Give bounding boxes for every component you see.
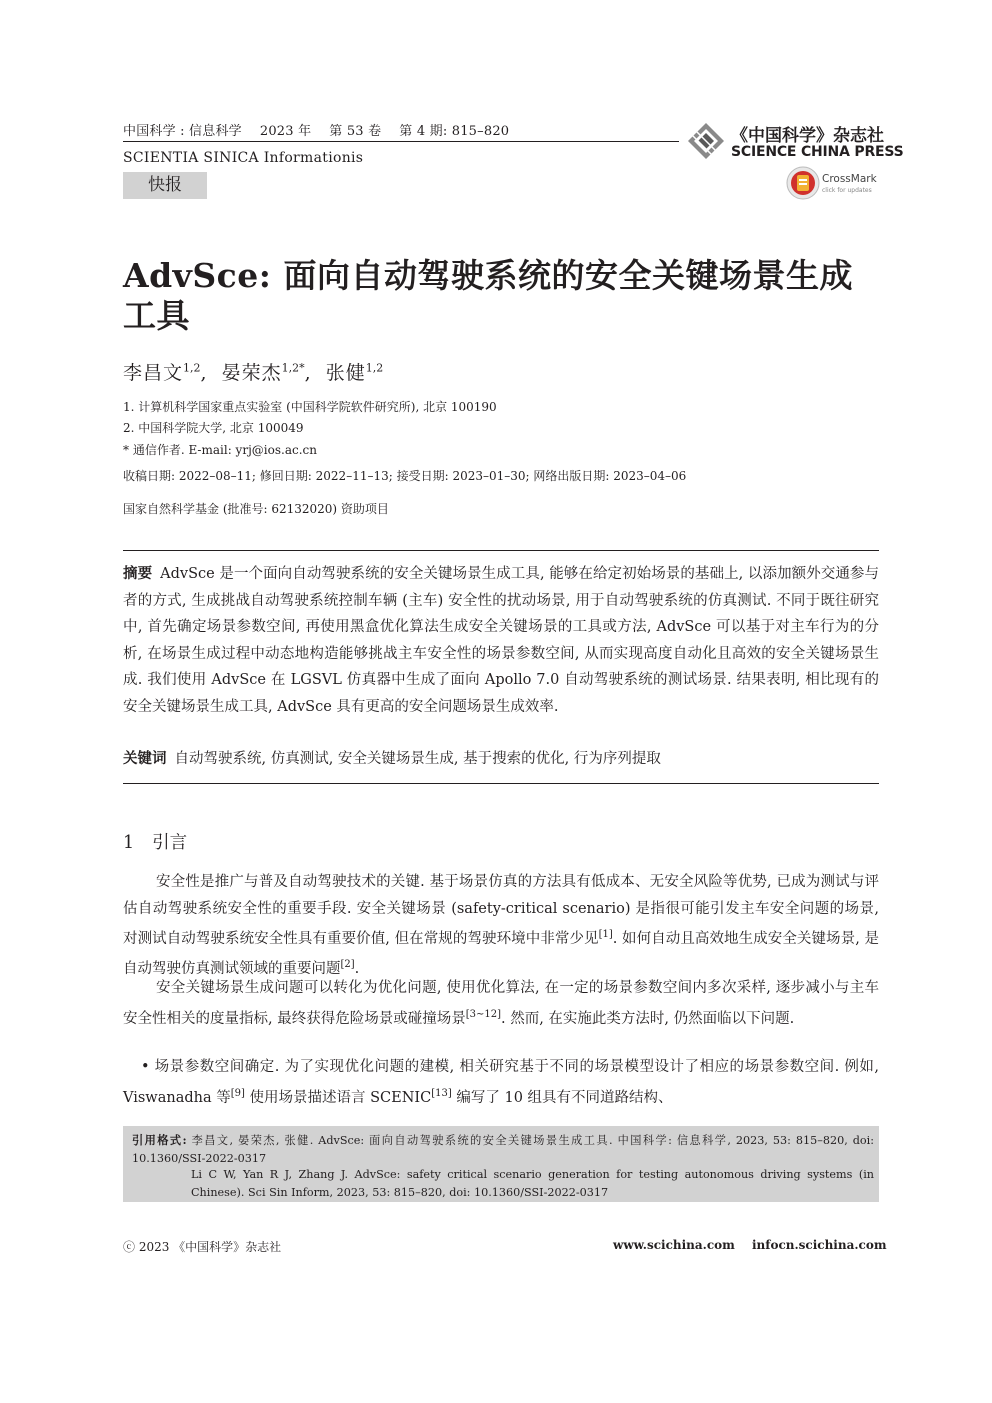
paragraph-text: • 场景参数空间确定. 为了实现优化问题的建模, 相关研究基于不同的场景模型设计了相应的场景参数空间. 例如, Viswanadha 等 bbox=[123, 1059, 879, 1106]
author-affiliation-mark: 1,2* bbox=[281, 361, 305, 375]
affiliation-2: 2. 中国科学院大学, 北京 100049 bbox=[123, 421, 304, 435]
citation-ref[interactable]: [9] bbox=[230, 1087, 245, 1099]
crossmark-icon[interactable] bbox=[786, 166, 820, 200]
journal-name-cn: 中国科学 : 信息科学 bbox=[123, 124, 242, 139]
journal-year: 2023 年 bbox=[259, 124, 312, 139]
abstract-top-rule bbox=[123, 550, 879, 551]
author-list: 李昌文$^{1,2}$, 晏荣杰$^{1,2*}$, 张健$^{1,2}$ bbox=[123, 361, 384, 384]
journal-header bbox=[123, 120, 527, 139]
paragraph-text: . bbox=[354, 961, 360, 978]
abstract-bottom-rule bbox=[123, 783, 879, 784]
article-dates: 收稿日期: 2022–08–11; 修回日期: 2022–11–13; 接受日期: 2023–01–30; 网络出版日期: 2023–04–06 bbox=[123, 469, 687, 483]
paragraph-text: 安全性是推广与普及自动驾驶技术的关键. 基于场景仿真的方法具有低成本、无安全风险等优势, 已成为测试与评估自动驾驶系统安全性的重要手段. 安全关键场景 (safety-critical scenario) 是指很可能引发主车安全问题的场景, 对测试自动驾驶系统安全性具有重要价值, 但在常规的驾驶环境中非常少见 bbox=[123, 874, 879, 947]
footer-link-scichina[interactable]: www.scichina.com bbox=[613, 1238, 735, 1252]
publisher-name-en: SCIENCE CHINA PRESS bbox=[731, 144, 904, 160]
citation-ref[interactable]: [3∼12] bbox=[465, 1008, 501, 1020]
paragraph-2 bbox=[123, 975, 879, 1032]
journal-name-en: SCIENTIA SINICA Informationis bbox=[123, 150, 364, 166]
paragraph-1 bbox=[123, 869, 879, 983]
affiliation-1: 1. 计算机科学国家重点实验室 (中国科学院软件研究所), 北京 100190 bbox=[123, 400, 497, 414]
author-affiliation-mark: 1,2 bbox=[365, 361, 384, 375]
citation-cn-text: 李昌文, 晏荣杰, 张健. AdvSce: 面向自动驾驶系统的安全关键场景生成工具. 中国科学: 信息科学, 2023, 53: 815–820, doi: 10.1360/SSI-2022-0317 bbox=[132, 1134, 874, 1165]
author-name: 晏荣杰 bbox=[221, 362, 282, 384]
abstract bbox=[123, 561, 879, 720]
publisher-logo-icon bbox=[686, 121, 726, 161]
paragraph-text: 编写了 10 组具有不同道路结构、 bbox=[451, 1089, 673, 1106]
corresponding-author: * 通信作者. E-mail: yrj@ios.ac.cn bbox=[123, 443, 317, 457]
citation-en: Li C W, Yan R J, Zhang J. AdvSce: safety critical scenario generation for testing autonomous driving systems (in Chinese). Sci Sin Inform, 2023, 53: 815–820, doi: 10.1360/SSI-2022-0317 bbox=[191, 1168, 874, 1199]
journal-volume: 第 53 卷 bbox=[329, 124, 382, 139]
article-type-badge: 快报 bbox=[123, 172, 207, 199]
paragraph-text: 安全关键场景生成问题可以转化为优化问题, 使用优化算法, 在一定的场景参数空间内多次采样, 逐步减小与主车安全性相关的度量指标, 最终获得危险场景或碰撞场景 bbox=[123, 980, 879, 1027]
crossmark-label[interactable]: CrossMark bbox=[822, 173, 877, 185]
section-heading bbox=[123, 829, 205, 854]
section-title: 引言 bbox=[152, 833, 188, 853]
abstract-text: AdvSce 是一个面向自动驾驶系统的安全关键场景生成工具, 能够在给定初始场景的基础上, 以添加额外交通参与者的方式, 生成挑战自动驾驶系统控制车辆 (主车) 安全性的扰动场景, 用于自动驾驶系统的仿真测试. 不同于既往研究中, 首先确定场景参数空间, 再使用黑盒优化算法生成安全关键场景的工具或方法, AdvSce 可以基于对主车行为的分析, 在场景生成过程中动态地构造能够挑战主车安全性的场景参数空间, 从而实现高度自动化且高效的安全关键场景生成. 我们使用 AdvSce 在 LGSVL 仿真器中生成了面向 Apollo 7.0 自动驾驶系统的测试场景. 结果表明, 相比现有的安全关键场景生成工具, AdvSce 具有更高的安全问题场景生成效率. bbox=[123, 566, 879, 715]
paragraph-text: . 如何自动且高效地生成安全关键场景, 是自动驾驶仿真测试领域的重要问题 bbox=[123, 930, 879, 978]
publisher-name-cn: 《中国科学》杂志社 bbox=[731, 126, 884, 146]
header-divider bbox=[123, 141, 679, 142]
author-name: 李昌文 bbox=[123, 362, 184, 384]
section-number: 1 bbox=[123, 833, 135, 853]
funding-info: 国家自然科学基金 (批准号: 62132020) 资助项目 bbox=[123, 502, 389, 516]
crossmark-sublabel[interactable]: click for updates bbox=[822, 187, 872, 194]
citation-ref[interactable]: [1] bbox=[598, 929, 613, 940]
copyright: ⓒ 2023 《中国科学》杂志社 bbox=[123, 1240, 282, 1254]
paragraph-text: . 然而, 在实施此类方法时, 仍然面临以下问题. bbox=[501, 1010, 795, 1027]
paragraph-text: 使用场景描述语言 SCENIC bbox=[244, 1089, 432, 1106]
keywords-label: 关键词 bbox=[123, 750, 167, 767]
footer-link-infocn[interactable]: infocn.scichina.com bbox=[752, 1238, 887, 1252]
abstract-label: 摘要 bbox=[123, 565, 153, 582]
journal-issue-pages: 第 4 期: 815–820 bbox=[399, 124, 510, 139]
paragraph-3 bbox=[123, 1054, 879, 1111]
citation-ref[interactable]: [13] bbox=[431, 1087, 452, 1099]
author-affiliation-mark: 1,2 bbox=[183, 361, 201, 375]
citation-cn bbox=[132, 1131, 874, 1168]
author-name: 张健 bbox=[325, 362, 366, 384]
citation-label: 引用格式: bbox=[132, 1133, 187, 1147]
keywords bbox=[123, 746, 879, 773]
paper-title: AdvSce: 面向自动驾驶系统的安全关键场景生成工具 bbox=[123, 256, 853, 335]
keywords-text: 自动驾驶系统, 仿真测试, 安全关键场景生成, 基于搜索的优化, 行为序列提取 bbox=[174, 751, 661, 767]
citation-ref[interactable]: [2] bbox=[340, 959, 355, 971]
